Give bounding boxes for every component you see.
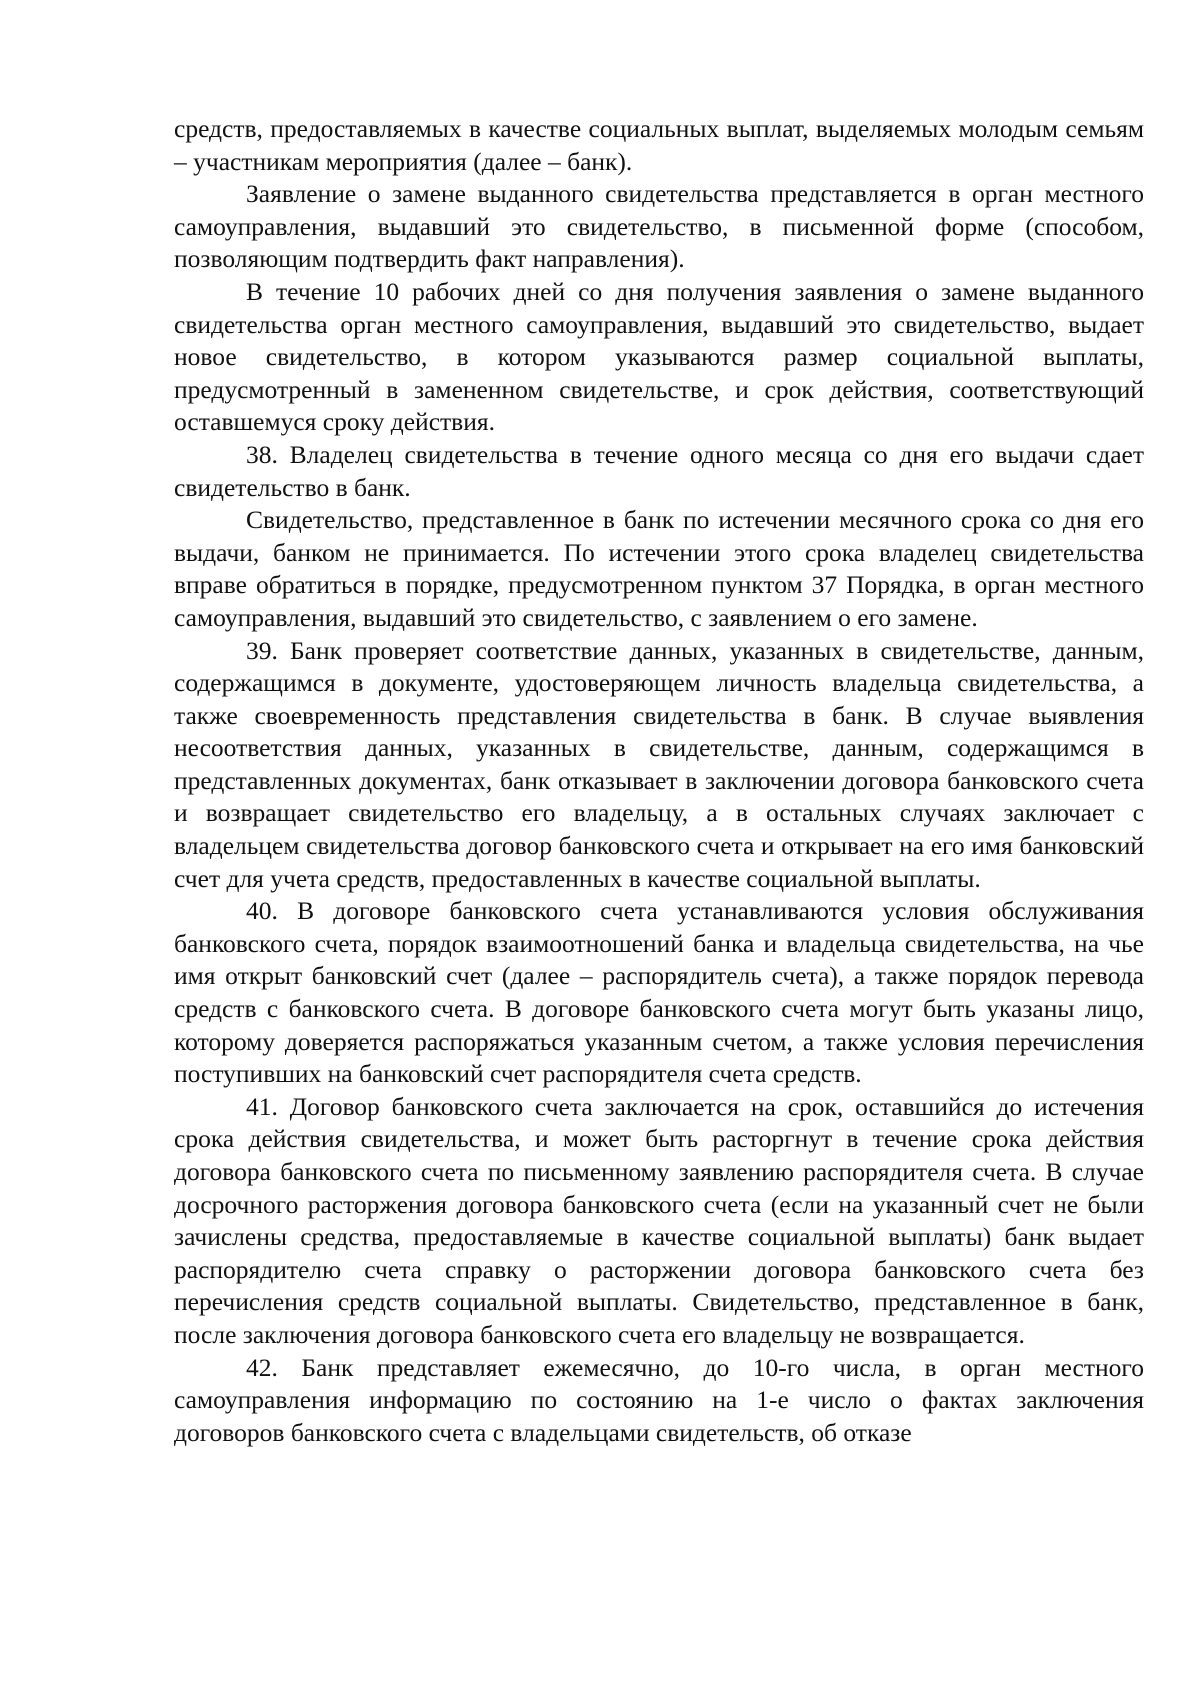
paragraph-continuation: средств, предоставляемых в качестве социальных выплат, выделяемых молодым семьям – участникам мероприятия (далее – банк). xyxy=(174,114,1144,176)
paragraph-new-certificate-issue: В течение 10 рабочих дней со дня получения заявления о замене выданного свидетельства орган местного самоуправления, выдавший это свидетельство, выдает новое свидетельство, в котором указываются размер социальной выплаты, предусмотренный в замененном свидетельстве, и срок действия, соответствующий оставшемуся сроку действия. xyxy=(174,276,1144,437)
paragraph-item-38: 38. Владелец свидетельства в течение одного месяца со дня его выдачи сдает свидетельство в банк. xyxy=(174,439,1144,502)
paragraph-item-39: 39. Банк проверяет соответствие данных, указанных в свидетельстве, данным, содержащимся в документе, удостоверяющем личность владельца свидетельства, а также своевременность представления свидетельства в банк. В случае выявления несоответствия данных, указанных в свидетельстве, данным, содержащимся в представленных документах, банк отказывает в заключении договора банковского счета и возвращает свидетельство его владельцу, а в остальных случаях заключает с владельцем свидетельства договор банковского счета и открывает на его имя банковский счет для учета средств, предоставленных в качестве социальной выплаты. xyxy=(174,635,1144,893)
paragraph-item-42: 42. Банк представляет ежемесячно, до 10-го числа, в орган местного самоуправления информацию по состоянию на 1-е число о фактах заключения договоров банковского счета с владельцами свидетельств, об отказе xyxy=(174,1352,1144,1447)
document-body xyxy=(174,113,1144,1449)
paragraph-replacement-application: Заявление о замене выданного свидетельства представляется в орган местного самоуправления, выдавший это свидетельство, в письменной форме (способом, позволяющим подтвердить факт направления). xyxy=(174,179,1144,274)
paragraph-item-41: 41. Договор банковского счета заключается на срок, оставшийся до истечения срока действия свидетельства, и может быть расторгнут в течение срока действия договора банковского счета по письменному заявлению распорядителя счета. В случае досрочного расторжения договора банковского счета (если на указанный счет не были зачислены средства, предоставляемые в качестве социальной выплаты) банк выдает распорядителю счета справку о расторжении договора банковского счета без перечисления средств социальной выплаты. Свидетельство, представленное в банк, после заключения договора банковского счета его владельцу не возвращается. xyxy=(174,1091,1144,1349)
paragraph-item-40: 40. В договоре банковского счета устанавливаются условия обслуживания банковского счета, порядок взаимоотношений банка и владельца свидетельства, на чье имя открыт банковский счет (далее – распорядитель счета), а также порядок перевода средств с банковского счета. В договоре банковского счета могут быть указаны лицо, которому доверяется распоряжаться указанным счетом, а также условия перечисления поступивших на банковский счет распорядителя счета средств. xyxy=(174,896,1144,1089)
paragraph-expired-certificate: Свидетельство, представленное в банк по истечении месячного срока со дня его выдачи, банком не принимается. По истечении этого срока владелец свидетельства вправе обратиться в порядке, предусмотренном пунктом 37 Порядка, в орган местного самоуправления, выдавший это свидетельство, с заявлением о его замене. xyxy=(174,505,1144,632)
